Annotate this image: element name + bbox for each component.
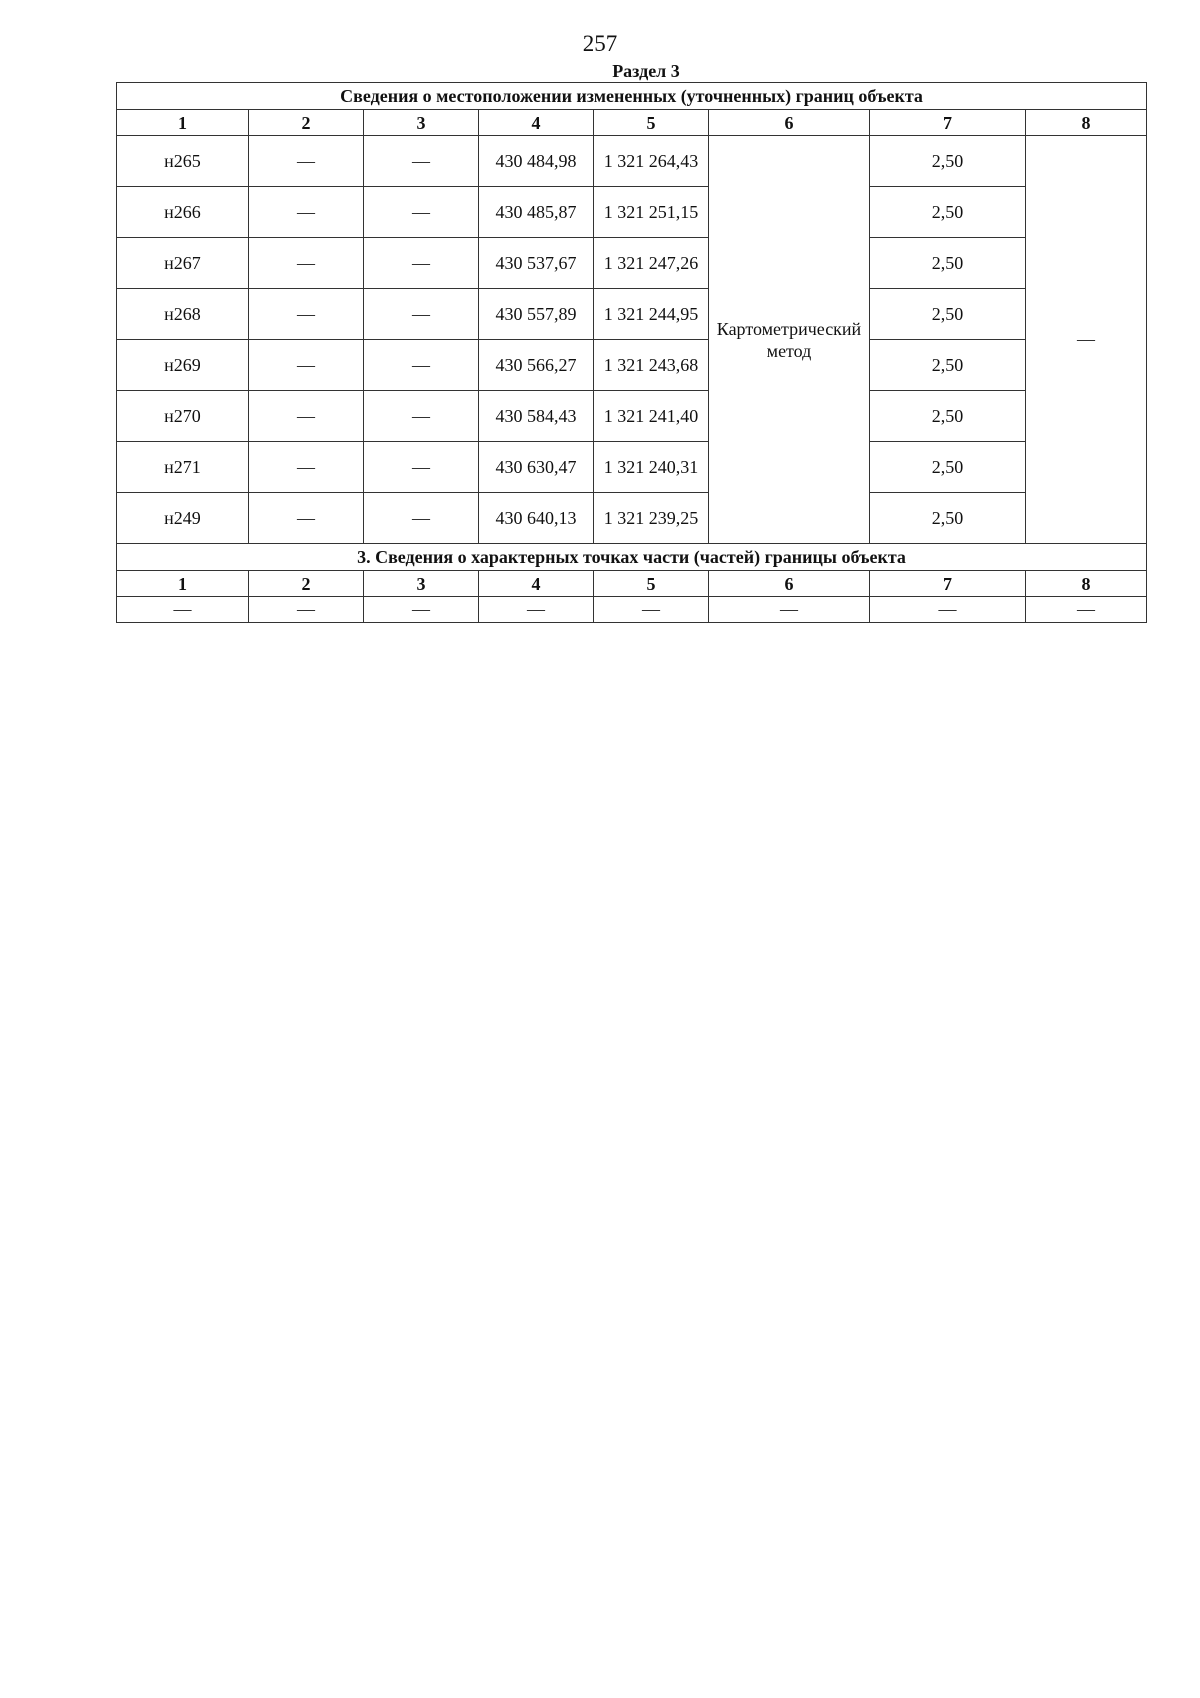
table1-header-cell: 3 (364, 110, 479, 136)
table1-header-cell: 8 (1026, 110, 1147, 136)
accuracy-value: 2,50 (870, 238, 1026, 289)
table1-title: Сведения о местоположении измененных (уточненных) границ объекта (117, 83, 1147, 110)
table2-cell: — (479, 597, 594, 623)
point-name: н269 (117, 340, 249, 391)
table-row (117, 442, 1147, 493)
coord-y: 1 321 240,31 (594, 442, 709, 493)
coord-y: 1 321 244,95 (594, 289, 709, 340)
table2-cell: — (364, 597, 479, 623)
cell-col3: — (364, 391, 479, 442)
col8-cell: — (1026, 136, 1147, 544)
coord-x: 430 484,98 (479, 136, 594, 187)
coord-x: 430 537,67 (479, 238, 594, 289)
coord-y: 1 321 241,40 (594, 391, 709, 442)
table1-title-row (117, 83, 1147, 110)
cell-col2: — (249, 187, 364, 238)
point-name: н266 (117, 187, 249, 238)
table2-cell: — (594, 597, 709, 623)
method-cell: Картометрический метод (709, 136, 870, 544)
accuracy-value: 2,50 (870, 289, 1026, 340)
table2-row (117, 597, 1147, 623)
table1-header-cell: 1 (117, 110, 249, 136)
table2-cell: — (870, 597, 1026, 623)
cell-col2: — (249, 340, 364, 391)
coord-x: 430 557,89 (479, 289, 594, 340)
cell-col2: — (249, 289, 364, 340)
cell-col2: — (249, 493, 364, 544)
table1-header-cell: 2 (249, 110, 364, 136)
table2-header-row (117, 571, 1147, 597)
coord-x: 430 640,13 (479, 493, 594, 544)
table1-header-row (117, 110, 1147, 136)
accuracy-value: 2,50 (870, 391, 1026, 442)
point-name: н267 (117, 238, 249, 289)
table2-title: 3. Сведения о характерных точках части (частей) границы объекта (117, 544, 1147, 571)
page-number: 257 (582, 31, 618, 56)
coord-x: 430 485,87 (479, 187, 594, 238)
coord-y: 1 321 264,43 (594, 136, 709, 187)
table2-header-cell: 6 (709, 571, 870, 597)
table2-cell: — (709, 597, 870, 623)
coord-y: 1 321 247,26 (594, 238, 709, 289)
boundary-table (116, 82, 1147, 623)
cell-col3: — (364, 136, 479, 187)
table2-cell: — (249, 597, 364, 623)
cell-col3: — (364, 289, 479, 340)
table-row (117, 493, 1147, 544)
table2-title-row (117, 544, 1147, 571)
table2-header-cell: 1 (117, 571, 249, 597)
coord-y: 1 321 251,15 (594, 187, 709, 238)
table1-header-cell: 6 (709, 110, 870, 136)
table-row (117, 238, 1147, 289)
coord-x: 430 566,27 (479, 340, 594, 391)
table2-cell: — (1026, 597, 1147, 623)
cell-col2: — (249, 136, 364, 187)
point-name: н249 (117, 493, 249, 544)
accuracy-value: 2,50 (870, 493, 1026, 544)
point-name: н270 (117, 391, 249, 442)
table1-header-cell: 4 (479, 110, 594, 136)
coord-y: 1 321 243,68 (594, 340, 709, 391)
table-row (117, 289, 1147, 340)
table1-header-cell: 7 (870, 110, 1026, 136)
table-row (117, 340, 1147, 391)
table1-header-cell: 5 (594, 110, 709, 136)
coord-x: 430 630,47 (479, 442, 594, 493)
cell-col2: — (249, 391, 364, 442)
coord-x: 430 584,43 (479, 391, 594, 442)
point-name: н271 (117, 442, 249, 493)
coord-y: 1 321 239,25 (594, 493, 709, 544)
cell-col3: — (364, 238, 479, 289)
accuracy-value: 2,50 (870, 187, 1026, 238)
cell-col3: — (364, 187, 479, 238)
cell-col2: — (249, 442, 364, 493)
table2-cell: — (117, 597, 249, 623)
cell-col2: — (249, 238, 364, 289)
cell-col3: — (364, 493, 479, 544)
table-row (117, 136, 1147, 187)
accuracy-value: 2,50 (870, 340, 1026, 391)
accuracy-value: 2,50 (870, 442, 1026, 493)
table2-header-cell: 8 (1026, 571, 1147, 597)
table2-header-cell: 5 (594, 571, 709, 597)
point-name: н268 (117, 289, 249, 340)
section-label: Раздел 3 (612, 61, 680, 81)
table-row (117, 391, 1147, 442)
table2-header-cell: 4 (479, 571, 594, 597)
cell-col3: — (364, 340, 479, 391)
point-name: н265 (117, 136, 249, 187)
cell-col3: — (364, 442, 479, 493)
table-row (117, 187, 1147, 238)
table2-header-cell: 3 (364, 571, 479, 597)
accuracy-value: 2,50 (870, 136, 1026, 187)
table2-header-cell: 2 (249, 571, 364, 597)
table2-header-cell: 7 (870, 571, 1026, 597)
